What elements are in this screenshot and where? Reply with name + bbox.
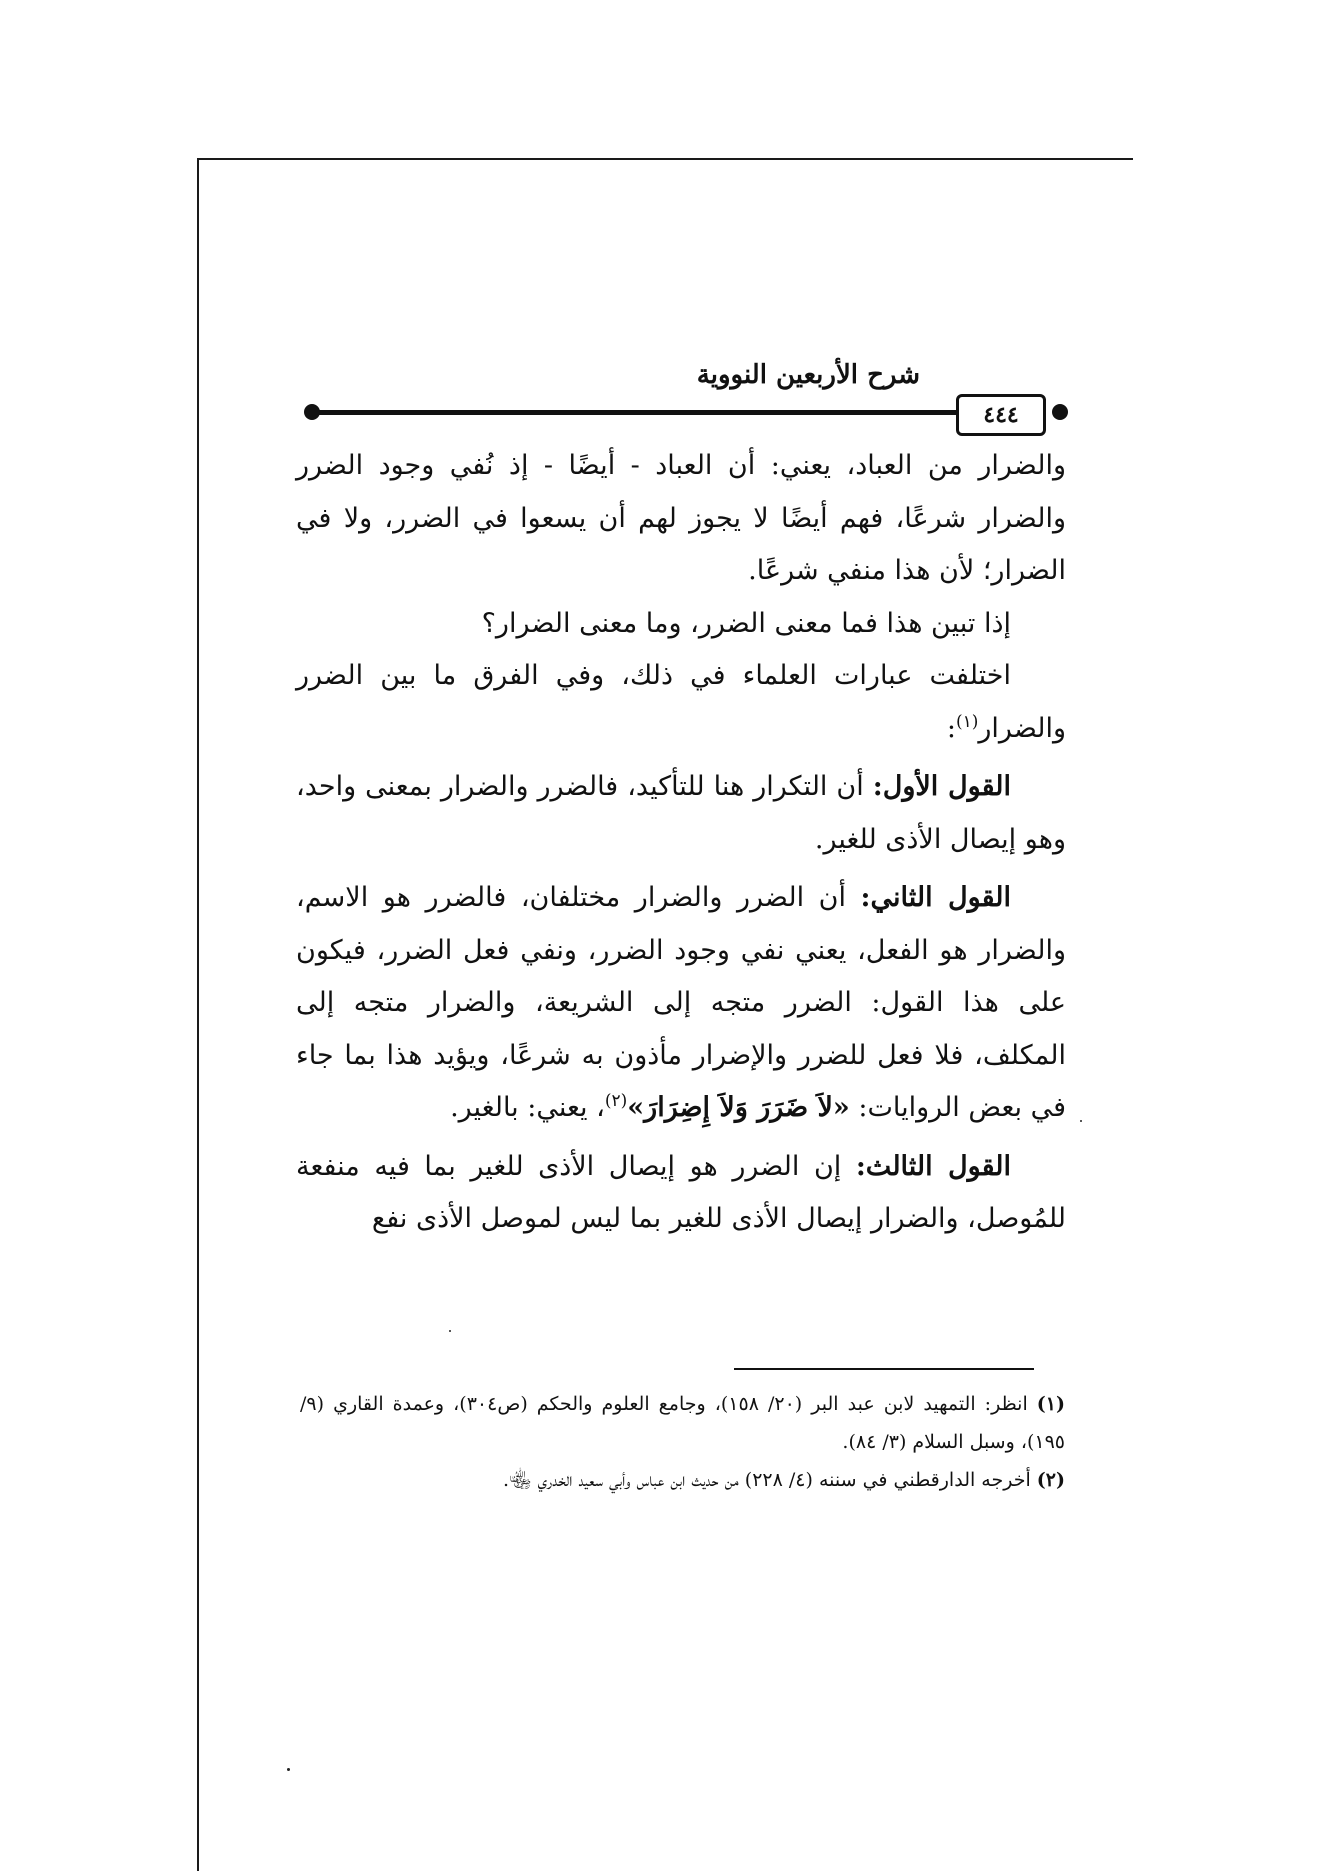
scan-speck xyxy=(287,1768,290,1771)
scan-speck xyxy=(449,1330,451,1332)
paragraph-3 xyxy=(296,650,1066,755)
scan-frame-top xyxy=(198,158,1133,160)
paragraph-third-opinion xyxy=(296,1141,1066,1246)
page-number-box xyxy=(956,394,1046,436)
paragraph-first-opinion xyxy=(296,761,1066,866)
footnote-2-mark: (٢) xyxy=(1036,1469,1065,1491)
scan-speck xyxy=(1080,1120,1082,1122)
footnote-2 xyxy=(300,1461,1065,1499)
footnotes xyxy=(300,1385,1065,1499)
third-opinion-text: إن الضرر هو إيصال الأذى للغير بما فيه منفعة للمُوصل، والضرار إيصال الأذى للغير بما ليس لموصل الأذى نفع xyxy=(296,1150,1066,1234)
hadith-quote: «لاَ ضَرَرَ وَلاَ إِضِرَارَ» xyxy=(627,1092,850,1123)
ornament-dot-right xyxy=(1052,404,1068,420)
page-header xyxy=(300,360,1070,440)
third-opinion-label: القول الثالث: xyxy=(855,1150,1011,1182)
footnote-1-text: انظر: التمهيد لابن عبد البر (٢٠/ ١٥٨)، وجامع العلوم والحكم (ص٣٠٤)، وعمدة القاري (٩/ ١٩٥)، وسبل السلام (٣/ ٨٤). xyxy=(300,1393,1065,1453)
scan-frame-left xyxy=(197,158,199,1871)
second-opinion-label: القول الثاني: xyxy=(860,882,1011,913)
footnote-2-text: أخرجه الدارقطني في سننه (٤/ ٢٢٨) من حديث ابن عباس وأبي سعيد الخدري ﵄. xyxy=(502,1469,1037,1491)
ornament-dot-left xyxy=(304,404,320,420)
first-opinion-label: القول الأول: xyxy=(872,771,1012,802)
first-opinion-text: أن التكرار هنا للتأكيد، فالضرر والضرار بمعنى واحد، وهو إيصال الأذى للغير. xyxy=(296,771,1066,855)
paragraph-second-opinion xyxy=(296,872,1066,1135)
paragraph-3-end: : xyxy=(946,712,956,744)
paragraph-1: والضرار من العباد، يعني: أن العباد - أيضًا - إذ نُفي وجود الضرر والضرار شرعًا، فهم أيضًا لا يجوز لهم أن يسعوا في الضرر، ولا في الضرار؛ لأن هذا منفي شرعًا. xyxy=(296,450,1066,586)
book-title: شرح الأربعين النووية xyxy=(696,360,920,390)
paragraph-2: إذا تبين هذا فما معنى الضرر، وما معنى الضرار؟ xyxy=(481,607,1011,639)
footnote-1 xyxy=(300,1385,1065,1461)
footnote-ref-2: (٢) xyxy=(604,1091,628,1111)
main-text xyxy=(296,440,1066,1246)
footnote-separator xyxy=(734,1368,1034,1370)
footnote-ref-1: (١) xyxy=(955,711,979,732)
second-opinion-end: ، يعني: بالغير. xyxy=(450,1092,605,1123)
footnote-1-mark: (١) xyxy=(1036,1393,1066,1415)
paragraph-3-text: اختلفت عبارات العلماء في ذلك، وفي الفرق ما بين الضرر والضرار xyxy=(296,660,1066,744)
page-number: ٤٤٤ xyxy=(983,402,1019,428)
second-opinion-text: أن الضرر والضرار مختلفان، فالضرر هو الاسم، والضرار هو الفعل، يعني نفي وجود الضرر، ونفي فعل الضرر، فيكون على هذا القول: الضرر متجه إلى الشريعة، والضرار متجه إلى المكلف، فلا فعل للضرر والإضرار مأذون به شرعًا، ويؤيد هذا بما جاء في بعض الروايات: xyxy=(296,882,1066,1123)
header-rule xyxy=(310,410,1040,415)
